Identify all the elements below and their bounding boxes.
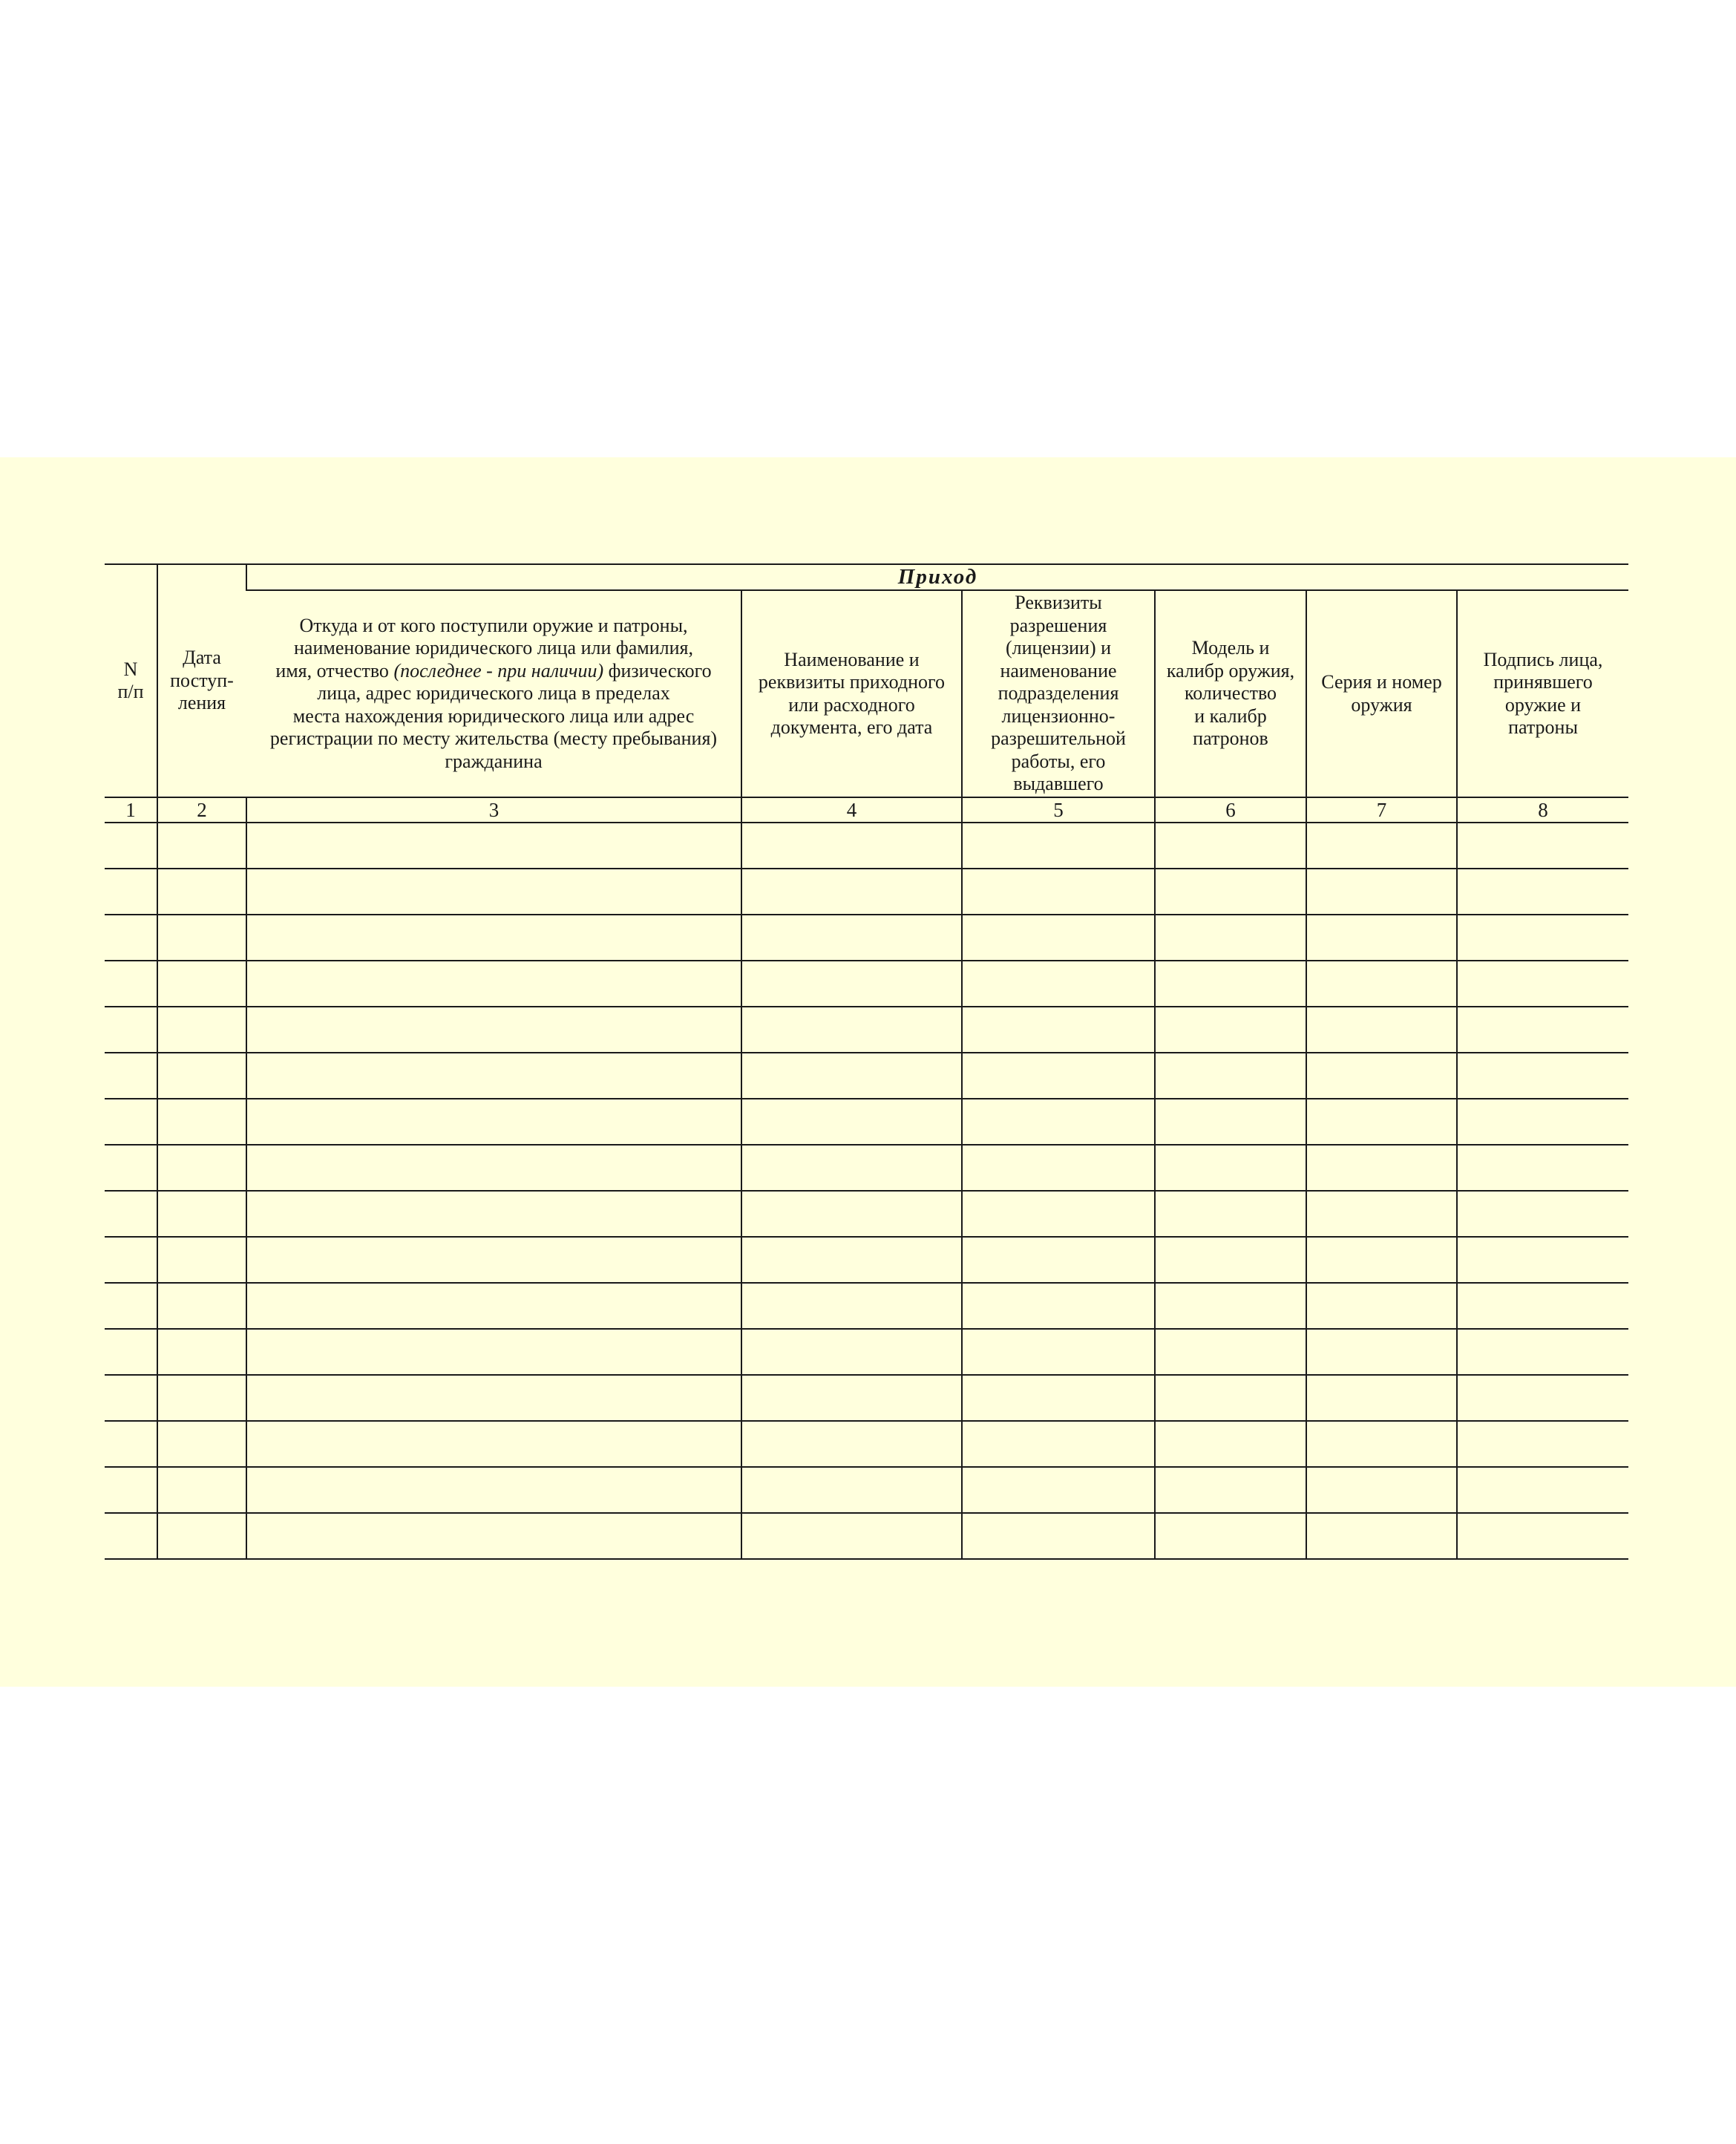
table-cell <box>246 1191 741 1237</box>
table-cell <box>246 1053 741 1099</box>
table-cell <box>105 1513 157 1559</box>
header-col-7 <box>1306 590 1457 797</box>
column-number-3: 3 <box>246 797 741 823</box>
header-col-3-line-3 <box>251 660 736 683</box>
table-cell <box>105 1053 157 1099</box>
table-row <box>105 1145 1628 1191</box>
table-row <box>105 1329 1628 1375</box>
column-number-2: 2 <box>157 797 246 823</box>
table-cell <box>1155 1007 1306 1053</box>
table-cell <box>1155 1283 1306 1329</box>
table-cell <box>1457 1237 1628 1283</box>
table-cell <box>246 1467 741 1513</box>
table-cell <box>246 1513 741 1559</box>
table-cell <box>1155 1237 1306 1283</box>
table-cell <box>1306 1007 1457 1053</box>
table-cell <box>962 915 1155 961</box>
table-cell <box>1155 1099 1306 1145</box>
table-cell <box>105 1329 157 1375</box>
table-cell <box>1306 1467 1457 1513</box>
table-row <box>105 1191 1628 1237</box>
table-row <box>105 1513 1628 1559</box>
table-cell <box>157 1513 246 1559</box>
table-cell <box>1306 1053 1457 1099</box>
table-cell <box>1155 1375 1306 1421</box>
table-cell <box>105 1145 157 1191</box>
table-cell <box>1457 1467 1628 1513</box>
table-cell <box>105 1283 157 1329</box>
table-cell <box>1457 869 1628 915</box>
table-row <box>105 1283 1628 1329</box>
header-col-1 <box>105 564 157 797</box>
table-cell <box>741 1145 962 1191</box>
table-cell <box>962 1375 1155 1421</box>
table-cell <box>105 823 157 869</box>
header-col-6 <box>1155 590 1306 797</box>
table-cell <box>962 823 1155 869</box>
table-cell <box>1155 1053 1306 1099</box>
header-col-3-line-3-a: имя, отчество <box>275 659 394 682</box>
table-cell <box>157 915 246 961</box>
table-cell <box>105 1191 157 1237</box>
table-cell <box>1457 1421 1628 1467</box>
table-cell <box>157 869 246 915</box>
table-cell <box>741 1467 962 1513</box>
table-cell <box>1306 1283 1457 1329</box>
table-cell <box>962 1191 1155 1237</box>
column-number-5: 5 <box>962 797 1155 823</box>
header-col-8-text: Подпись лица, принявшего оружие и патроны <box>1483 648 1603 738</box>
table-cell <box>962 1513 1155 1559</box>
table-cell <box>741 1237 962 1283</box>
table-cell <box>246 1329 741 1375</box>
table-cell <box>1306 915 1457 961</box>
table-cell <box>157 1145 246 1191</box>
table-cell <box>105 915 157 961</box>
table-cell <box>157 1421 246 1467</box>
column-number-7: 7 <box>1306 797 1457 823</box>
table-cell <box>962 1099 1155 1145</box>
header-col-3-line-6: регистрации по месту жительства (месту пребывания) <box>269 728 718 750</box>
header-col-8 <box>1457 590 1628 797</box>
table-cell <box>1457 1329 1628 1375</box>
table-cell <box>157 961 246 1007</box>
group-header-arrival: Приход <box>246 564 1628 590</box>
column-number-4: 4 <box>741 797 962 823</box>
table-cell <box>741 1421 962 1467</box>
table-cell <box>1457 1053 1628 1099</box>
header-col-3-line-4: лица, адрес юридического лица в пределах <box>317 682 670 705</box>
table-cell <box>962 1053 1155 1099</box>
table-cell <box>741 1191 962 1237</box>
table-cell <box>105 1237 157 1283</box>
table-cell <box>1155 1191 1306 1237</box>
table-cell <box>246 1375 741 1421</box>
table-cell <box>1155 961 1306 1007</box>
table-cell <box>1306 823 1457 869</box>
header-row-group <box>105 564 1628 590</box>
table-cell <box>1155 1329 1306 1375</box>
table-cell <box>962 1237 1155 1283</box>
header-col-1-text: N п/п <box>117 658 144 702</box>
column-number-1: 1 <box>105 797 157 823</box>
table-row <box>105 915 1628 961</box>
table-cell <box>1155 1513 1306 1559</box>
table-cell <box>1306 1099 1457 1145</box>
table-row <box>105 1467 1628 1513</box>
table-cell <box>962 961 1155 1007</box>
table-cell <box>962 1145 1155 1191</box>
table-row <box>105 823 1628 869</box>
header-col-2 <box>157 564 246 797</box>
table-cell <box>246 869 741 915</box>
table-cell <box>1306 1191 1457 1237</box>
table-row <box>105 1375 1628 1421</box>
column-number-6: 6 <box>1155 797 1306 823</box>
table-cell <box>157 1191 246 1237</box>
table-cell <box>105 1007 157 1053</box>
table-cell <box>1155 869 1306 915</box>
table-cell <box>1457 1145 1628 1191</box>
table-cell <box>741 1099 962 1145</box>
table-cell <box>741 1375 962 1421</box>
table-cell <box>1155 915 1306 961</box>
header-col-4-text: Наименование и реквизиты приходного или расходного документа, его дата <box>758 648 946 738</box>
table-cell <box>157 1375 246 1421</box>
table-cell <box>157 1237 246 1283</box>
table-cell <box>105 1467 157 1513</box>
table-cell <box>157 823 246 869</box>
table-row <box>105 1099 1628 1145</box>
table-cell <box>1457 915 1628 961</box>
table-cell <box>741 869 962 915</box>
header-col-3-line-3-b: физического <box>603 659 712 682</box>
table-cell <box>1155 1145 1306 1191</box>
table-cell <box>1306 1421 1457 1467</box>
table-cell <box>962 869 1155 915</box>
table-cell <box>1457 961 1628 1007</box>
table-cell <box>1457 1191 1628 1237</box>
table-cell <box>246 1007 741 1053</box>
arrival-ledger-table <box>105 563 1628 1560</box>
table-cell <box>1457 1099 1628 1145</box>
table-cell <box>157 1007 246 1053</box>
table-row <box>105 869 1628 915</box>
table-cell <box>1306 1513 1457 1559</box>
table-cell <box>246 1421 741 1467</box>
header-col-3-line-1: Откуда и от кого поступили оружие и патроны, <box>299 614 688 636</box>
column-number-8: 8 <box>1457 797 1628 823</box>
table-cell <box>1306 1145 1457 1191</box>
table-cell <box>741 915 962 961</box>
table-cell <box>1457 1375 1628 1421</box>
table-cell <box>105 869 157 915</box>
table-cell <box>962 1283 1155 1329</box>
table-cell <box>246 961 741 1007</box>
table-cell <box>246 915 741 961</box>
table-cell <box>1457 1283 1628 1329</box>
table-cell <box>157 1467 246 1513</box>
table-cell <box>157 1329 246 1375</box>
table-cell <box>1306 1375 1457 1421</box>
header-col-5-text: Реквизиты разрешения (лицензии) и наименование подразделения лицензионно- разрешительной работы, его выдавшего <box>991 592 1126 795</box>
header-row-columns <box>105 590 1628 797</box>
table-cell <box>741 961 962 1007</box>
table-cell <box>105 961 157 1007</box>
table-cell <box>105 1375 157 1421</box>
table-cell <box>1457 1513 1628 1559</box>
table-cell <box>741 1007 962 1053</box>
table-cell <box>105 1421 157 1467</box>
header-col-7-text: Серия и номер оружия <box>1321 671 1442 716</box>
table-cell <box>962 1329 1155 1375</box>
column-number-row <box>105 797 1628 823</box>
table-cell <box>741 1513 962 1559</box>
table-cell <box>157 1099 246 1145</box>
header-col-3 <box>246 590 741 797</box>
header-col-4 <box>741 590 962 797</box>
table-cell <box>246 823 741 869</box>
header-col-5 <box>962 590 1155 797</box>
table-cell <box>157 1283 246 1329</box>
table-cell <box>1457 1007 1628 1053</box>
table-cell <box>741 1053 962 1099</box>
table-row <box>105 1053 1628 1099</box>
table-cell <box>962 1421 1155 1467</box>
table-row <box>105 1237 1628 1283</box>
header-col-3-line-5: места нахождения юридического лица или адрес <box>292 705 695 727</box>
table-row <box>105 1421 1628 1467</box>
table-cell <box>1457 823 1628 869</box>
header-col-3-line-2: наименование юридического лица или фамилия, <box>294 637 693 659</box>
table-cell <box>1306 869 1457 915</box>
table-cell <box>246 1099 741 1145</box>
table-cell <box>157 1053 246 1099</box>
table-cell <box>1155 1467 1306 1513</box>
table-cell <box>1155 1421 1306 1467</box>
table-cell <box>962 1467 1155 1513</box>
table-cell <box>246 1237 741 1283</box>
header-col-6-text: Модель и калибр оружия, количество и калибр патронов <box>1166 637 1295 750</box>
table-cell <box>741 1329 962 1375</box>
table-cell <box>1306 961 1457 1007</box>
table-cell <box>741 1283 962 1329</box>
table-cell <box>741 823 962 869</box>
table-row <box>105 961 1628 1007</box>
table-cell <box>962 1007 1155 1053</box>
header-col-2-text: Дата поступ- ления <box>170 647 234 714</box>
table-cell <box>1306 1237 1457 1283</box>
table-cell <box>105 1099 157 1145</box>
table-cell <box>246 1283 741 1329</box>
header-col-3-line-3-italic: (последнее - при наличии) <box>393 659 604 682</box>
table-cell <box>1155 823 1306 869</box>
header-col-3-line-7: гражданина <box>445 750 543 772</box>
table-row <box>105 1007 1628 1053</box>
table-cell <box>246 1145 741 1191</box>
table-cell <box>1306 1329 1457 1375</box>
